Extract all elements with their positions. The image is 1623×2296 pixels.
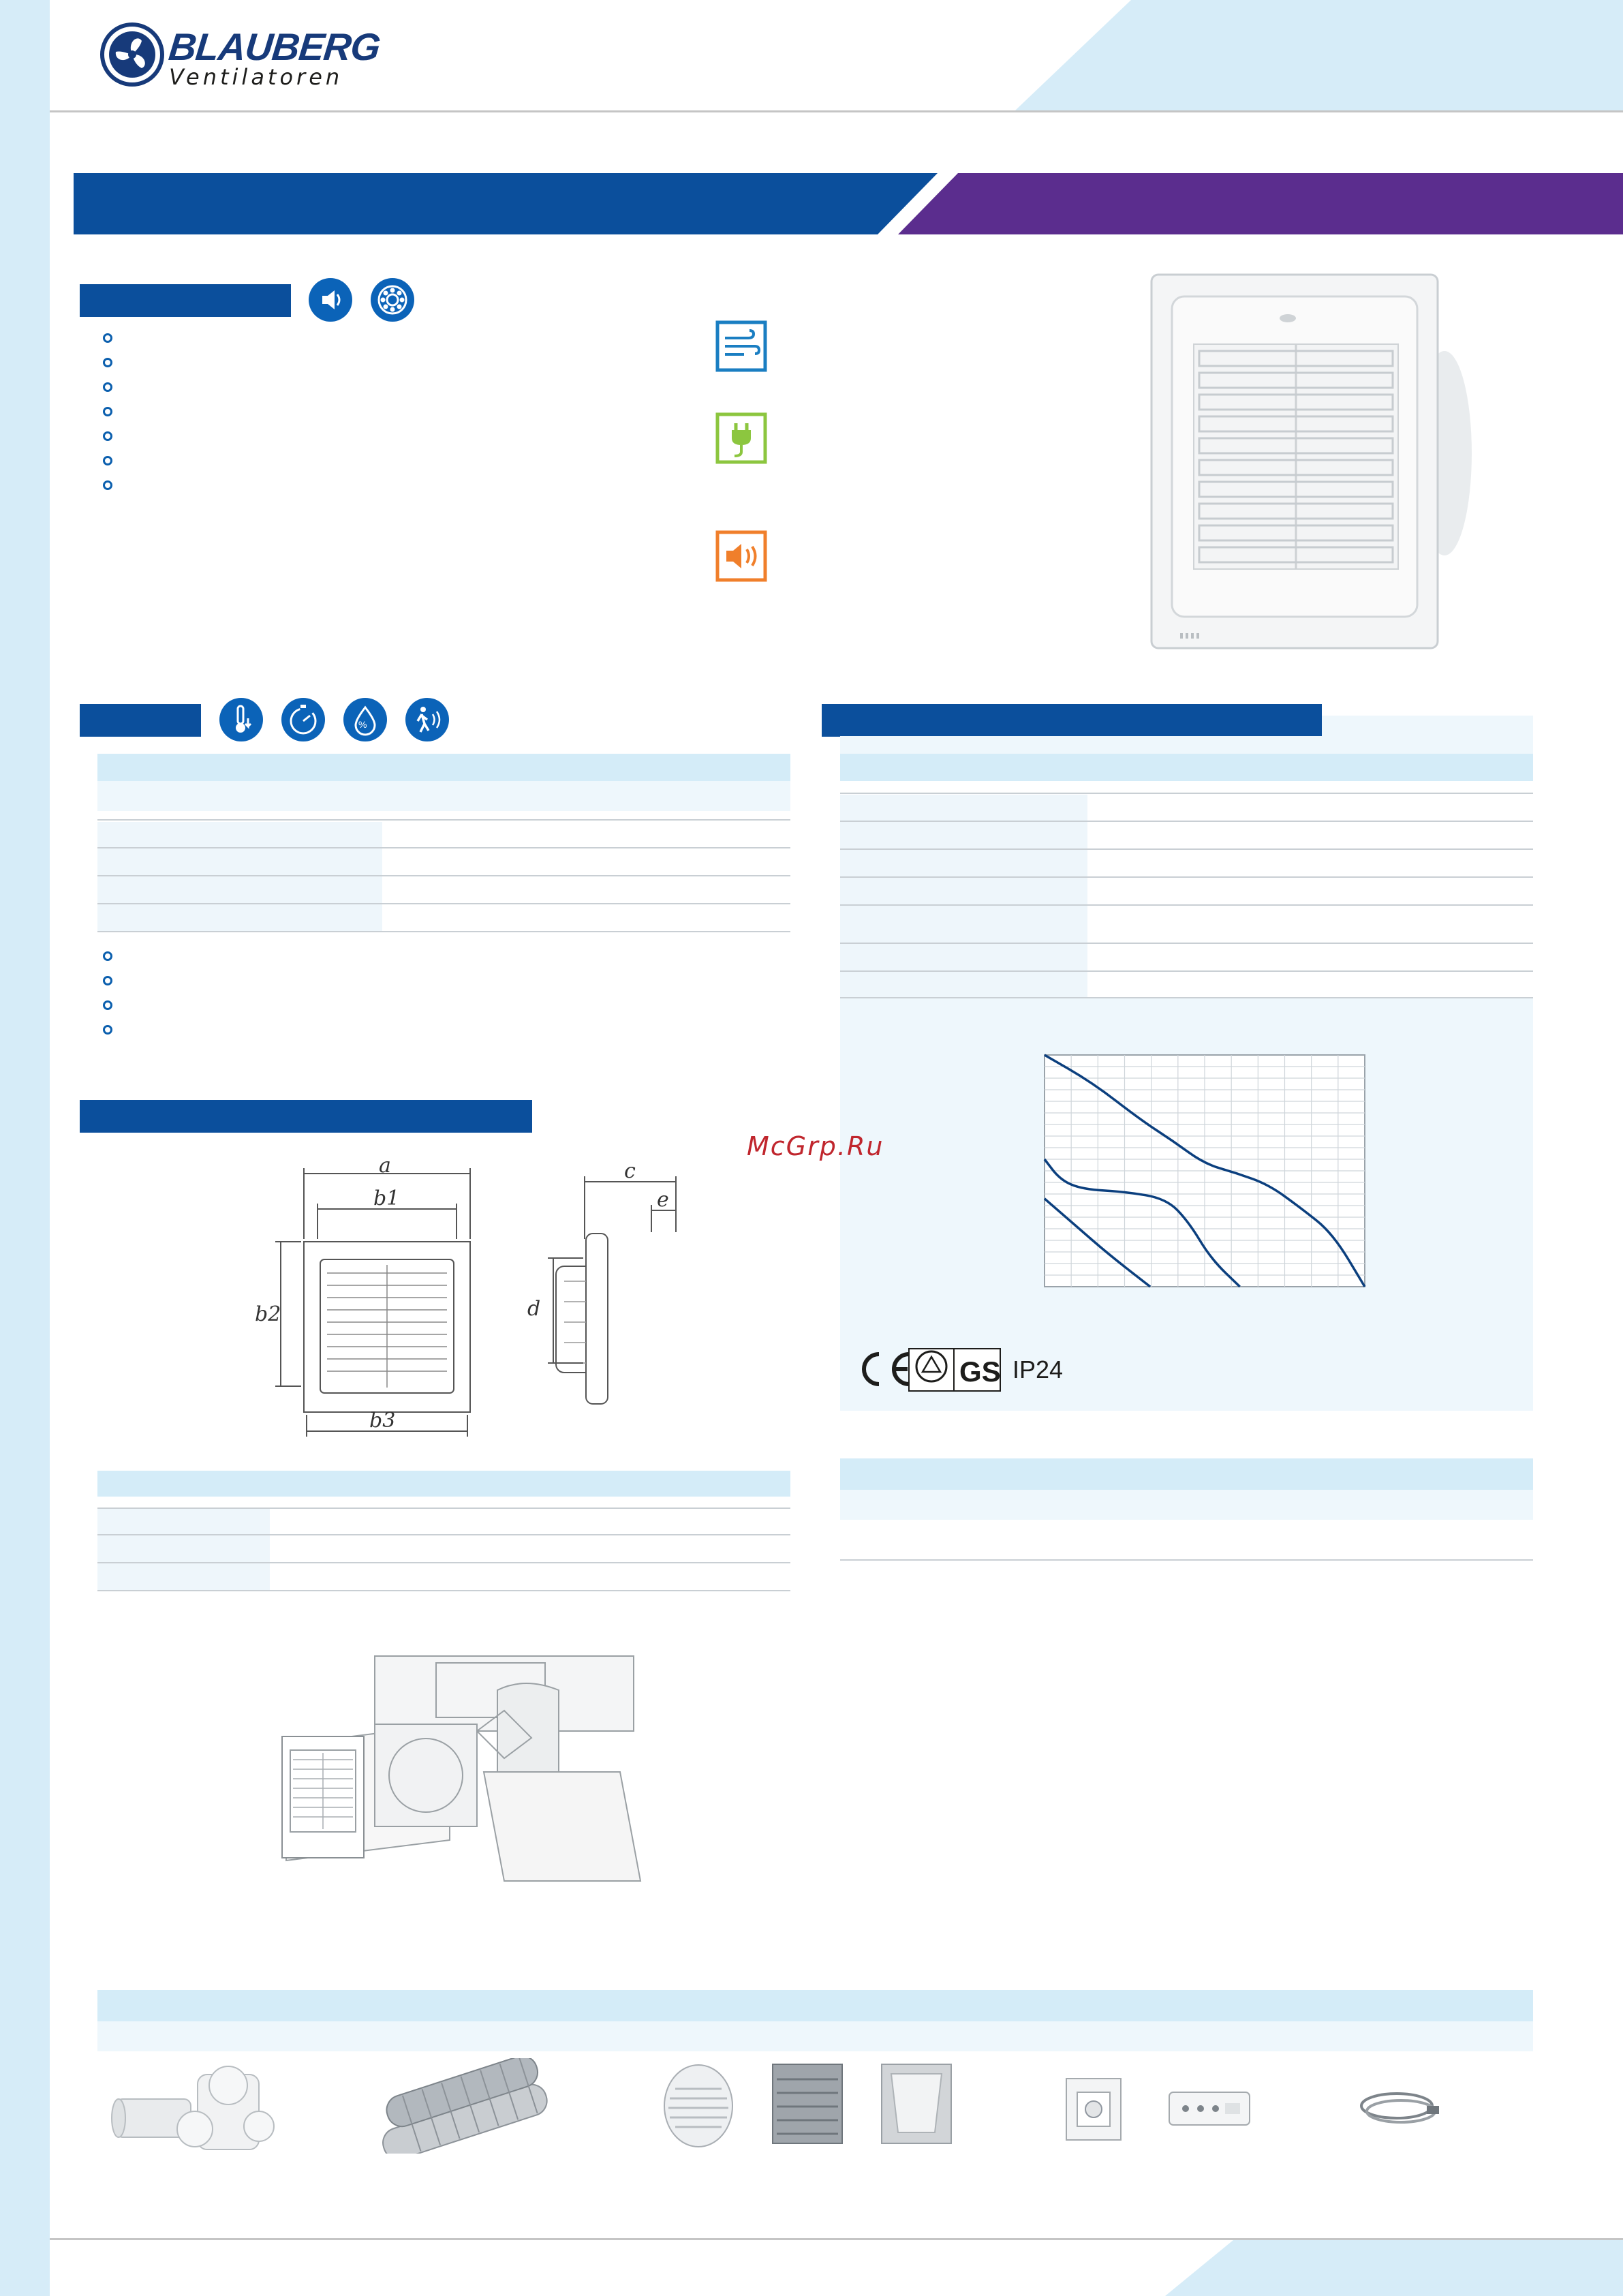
controls-heading-bar	[80, 704, 201, 737]
dimensions-table-header	[97, 1471, 790, 1497]
control-bullet-3	[103, 1000, 112, 1010]
tech-table-row	[840, 970, 1533, 972]
dimension-drawing	[252, 1159, 688, 1445]
feature-bullet-6	[103, 456, 112, 465]
feature-bullet-2	[103, 358, 112, 367]
tech-table-row	[840, 821, 1533, 822]
motion-sensor-icon	[405, 698, 449, 741]
controls-table-label-column	[97, 822, 382, 931]
dim-a-label: a	[379, 1159, 391, 1178]
tech-table-row	[840, 997, 1533, 998]
plastic-duct-fittings-image	[109, 2058, 307, 2160]
humidity-icon	[343, 698, 387, 741]
installation-sketch	[273, 1636, 654, 1901]
controls-table-row	[97, 819, 790, 821]
ip-rating: IP24	[1013, 1356, 1064, 1383]
round-grille-image	[658, 2062, 739, 2150]
accessories-subheader	[97, 2021, 1533, 2051]
tech-data-heading-bar	[822, 704, 1322, 737]
svg-text:GS: GS	[959, 1356, 1001, 1388]
controls-table-row	[97, 847, 790, 848]
controls-table-row	[97, 903, 790, 904]
dim-b2-label: b2	[255, 1302, 281, 1326]
dim-d-label: d	[527, 1297, 541, 1321]
title-band	[74, 173, 1623, 234]
low-noise-icon	[715, 530, 767, 582]
brand-logo[interactable]	[99, 22, 382, 93]
dimensions-heading-bar	[80, 1100, 532, 1133]
watermark: McGrp.Ru	[747, 1131, 884, 1161]
footer-corner-graphic	[0, 2238, 1623, 2296]
noise-table-subheader	[840, 1490, 1533, 1520]
controls-table-header	[97, 754, 790, 781]
timer-icon	[281, 698, 325, 741]
bearing-icon	[371, 278, 414, 322]
dimensions-table-row	[97, 1507, 790, 1509]
control-bullet-4	[103, 1025, 112, 1035]
dim-e-label: e	[657, 1188, 669, 1212]
tech-table-row	[840, 793, 1533, 794]
flexible-ducts-image	[368, 2058, 559, 2154]
airflow-icon	[715, 320, 767, 372]
controls-table-subheader	[97, 781, 790, 811]
plug-icon	[715, 412, 767, 464]
left-margin-strip	[0, 0, 50, 2296]
feature-bullet-4	[103, 407, 112, 416]
feature-bullet-7	[103, 480, 112, 490]
brand-name: BLAUBERG	[166, 25, 382, 68]
svg-text:%: %	[358, 719, 367, 730]
speed-controller-image	[1165, 2085, 1254, 2133]
ce-mark-icon	[864, 1354, 909, 1384]
dimensions-table-row	[97, 1534, 790, 1535]
feature-bullet-5	[103, 431, 112, 441]
dim-b3-label: b3	[369, 1409, 396, 1433]
header-divider	[50, 110, 1623, 112]
tech-table-row	[840, 943, 1533, 944]
performance-curve-chart	[1042, 1053, 1370, 1291]
certification-marks	[850, 1346, 1010, 1394]
noise-table-row	[840, 1559, 1533, 1561]
noise-table-header	[840, 1458, 1533, 1490]
controls-table-row	[97, 875, 790, 876]
tuv-mark-icon	[909, 1349, 1001, 1391]
dimensions-table-row	[97, 1562, 790, 1563]
dim-c-label: c	[624, 1159, 636, 1183]
tech-data-heading-fill	[1322, 716, 1533, 736]
louvred-grille-image	[770, 2062, 845, 2147]
dim-b1-label: b1	[373, 1187, 400, 1210]
brand-subtitle: Ventilatoren	[169, 64, 343, 90]
wall-controller-image	[1060, 2072, 1128, 2147]
controls-table-row	[97, 931, 790, 932]
tech-table-row	[840, 848, 1533, 850]
accessories-header	[97, 1990, 1533, 2021]
dimensions-table-row	[97, 1590, 790, 1591]
product-fan-illustration	[1145, 269, 1472, 658]
tech-table-label-column	[840, 795, 1087, 998]
control-bullet-2	[103, 976, 112, 985]
control-bullet-1	[103, 951, 112, 961]
feature-bullet-1	[103, 333, 112, 343]
tech-table-header	[840, 754, 1533, 781]
speaker-icon	[309, 278, 352, 322]
tech-table-row	[840, 904, 1533, 906]
tech-table-row	[840, 876, 1533, 878]
duct-clamps-image	[1356, 2085, 1444, 2133]
thermometer-icon	[219, 698, 263, 741]
features-heading-bar	[80, 284, 291, 317]
feature-bullet-3	[103, 382, 112, 392]
dimensions-table-label-column	[97, 1509, 270, 1591]
fan-logo-icon	[99, 22, 165, 87]
hood-grille-image	[879, 2062, 954, 2147]
